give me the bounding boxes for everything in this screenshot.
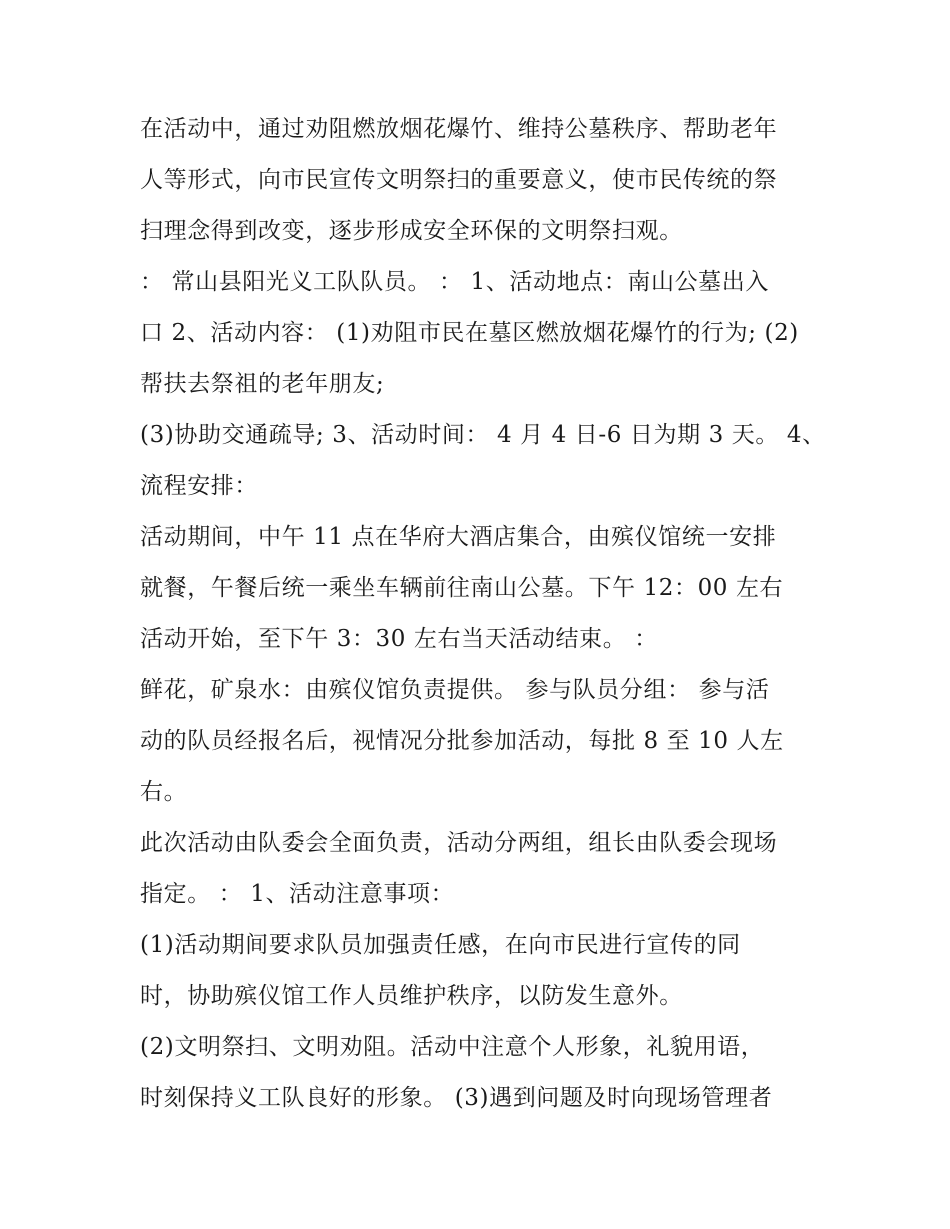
text-line: (3)协助交通疏导; 3、活动时间： 4 月 4 日-6 日为期 3 天。 4、 (140, 422, 826, 448)
text-line: 活动开始，至下午 3：30 左右当天活动结束。 ： (140, 626, 658, 652)
text-line: 动的队员经报名后，视情况分批参加活动，每批 8 至 10 人左 (140, 728, 784, 754)
text-line: 就餐，午餐后统一乘坐车辆前往南山公墓。下午 12：00 左右 (140, 575, 784, 601)
text-line: 在活动中，通过劝阻燃放烟花爆竹、维持公墓秩序、帮助老年 (140, 116, 778, 142)
text-line: 流程安排： (140, 473, 258, 499)
text-line: 帮扶去祭祖的老年朋友; (140, 371, 385, 397)
text-line: 右。 (140, 779, 188, 805)
text-line: 活动期间，中午 11 点在华府大酒店集合，由殡仪馆统一安排 (140, 524, 777, 550)
text-line: 时，协助殡仪馆工作人员维护秩序，以防发生意外。 (140, 983, 683, 1009)
text-line: (2)文明祭扫、文明劝阻。活动中注意个人形象，礼貌用语， (140, 1034, 765, 1060)
text-line: 此次活动由队委会全面负责，活动分两组，组长由队委会现场 (140, 830, 778, 856)
document-body (140, 104, 830, 1124)
text-line: 扫理念得到改变，逐步形成安全环保的文明祭扫观。 (140, 218, 683, 244)
text-line: 指定。 ： 1、活动注意事项： (140, 881, 455, 907)
text-line: ： 常山县阳光义工队队员。 ： 1、活动地点：南山公墓出入 (140, 269, 769, 295)
text-line: 口 2、活动内容： (1)劝阻市民在墓区燃放烟花爆竹的行为; (2) (140, 320, 799, 346)
text-line: 鲜花，矿泉水：由殡仪馆负责提供。 参与队员分组： 参与活 (140, 677, 770, 703)
text-line: 时刻保持义工队良好的形象。 (3)遇到问题及时向现场管理者 (140, 1085, 773, 1111)
text-line: (1)活动期间要求队员加强责任感，在向市民进行宣传的同 (140, 932, 741, 958)
text-line: 人等形式，向市民宣传文明祭扫的重要意义，使市民传统的祭 (140, 167, 778, 193)
